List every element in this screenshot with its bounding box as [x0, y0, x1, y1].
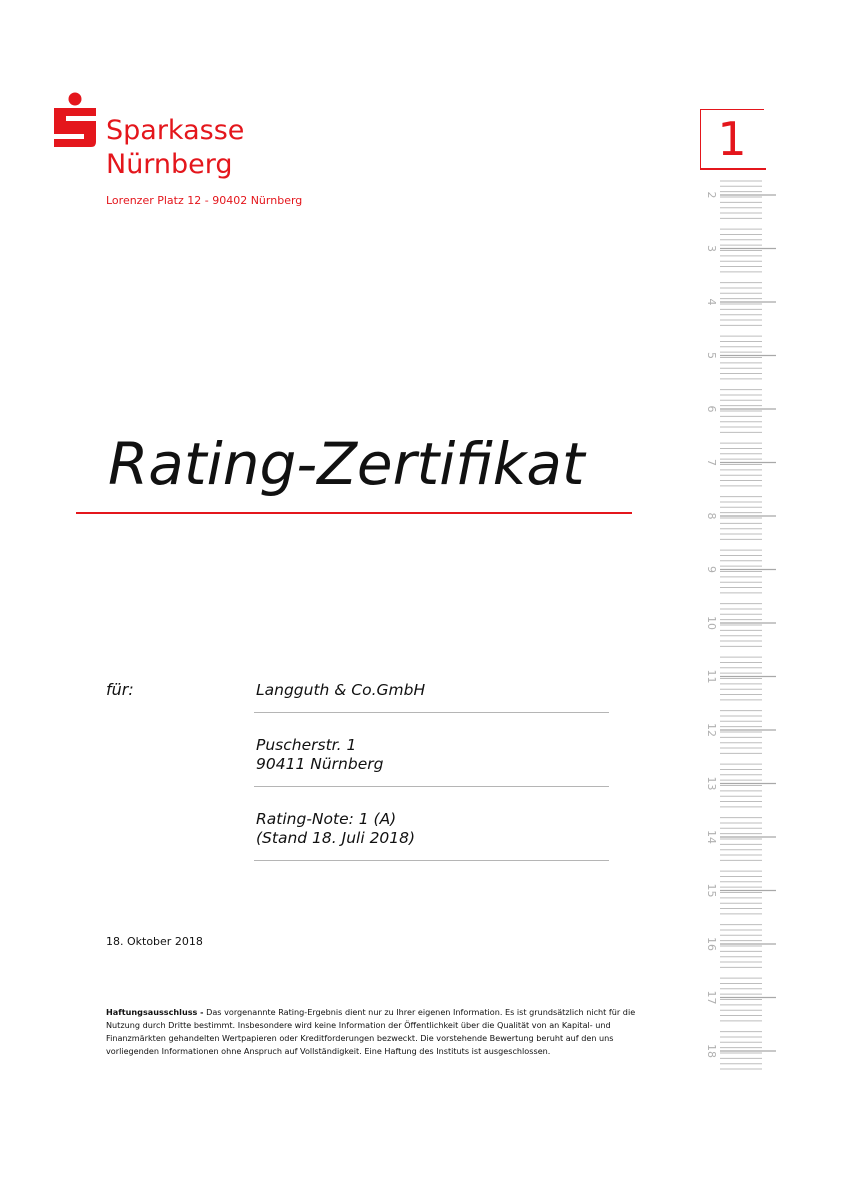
divider	[254, 860, 609, 861]
issue-date: 18. Oktober 2018	[106, 935, 203, 948]
rating-note: Rating-Note: 1 (A)	[256, 810, 397, 828]
page-title: Rating-Zertifikat	[108, 430, 585, 498]
ruler-label: 2	[705, 191, 718, 199]
ruler-label: 8	[705, 512, 718, 520]
ruler-label: 10	[705, 616, 718, 630]
rating-block	[256, 810, 415, 848]
street: Puscherstr. 1	[256, 736, 357, 754]
ruler-label: 17	[705, 990, 718, 1005]
disclaimer	[106, 1006, 636, 1058]
ruler-label: 12	[705, 723, 718, 737]
disclaimer-text: Das vorgenannte Rating-Ergebnis dient nur zu Ihrer eigenen Information. Es ist grundsätzlich nicht für die Nutzung durch Dritte bestimmt. Insbesondere wird keine Information der Öffentlichkeit über die Qualität von an Kapital- und Finanzmärkten gehandelten Wertpapieren oder Kreditforderungen bezweckt. Die vorstehende Bewertung beruht auf den uns vorliegenden Informationen ohne Anspruch auf Vollständigkeit. Eine Haftung des Instituts ist ausgeschlossen.	[106, 1007, 636, 1056]
title-underline	[76, 512, 632, 514]
ruler-label: 4	[705, 298, 718, 306]
ruler-label: 3	[705, 245, 718, 252]
ruler-label: 7	[705, 459, 718, 466]
ruler-label: 18	[705, 1044, 718, 1058]
ruler-label: 13	[705, 776, 718, 791]
ruler-label: 14	[705, 830, 718, 844]
brand-name	[106, 114, 466, 182]
ruler-label: 9	[705, 566, 718, 573]
company-name: Langguth & Co.GmbH	[256, 681, 426, 699]
rating-scale-ruler	[700, 170, 800, 1070]
brand-line-1: Sparkasse	[106, 115, 245, 146]
city: 90411 Nürnberg	[256, 755, 384, 773]
brand-address: Lorenzer Platz 12 - 90402 Nürnberg	[106, 194, 303, 207]
for-label: für:	[106, 680, 134, 699]
address-block	[256, 736, 383, 774]
divider	[254, 712, 609, 713]
divider	[254, 786, 609, 787]
ruler-label: 6	[705, 405, 718, 413]
brand-line-2: Nürnberg	[106, 149, 233, 180]
sparkasse-logo-icon	[54, 92, 96, 148]
rating-badge-number: 1	[717, 112, 747, 166]
disclaimer-lead: Haftungsausschluss -	[106, 1007, 204, 1017]
ruler-label: 5	[705, 352, 718, 359]
ruler-label: 15	[705, 883, 718, 898]
ruler-label: 16	[705, 937, 718, 951]
rating-date: (Stand 18. Juli 2018)	[256, 829, 416, 847]
ruler-label: 11	[705, 669, 718, 684]
